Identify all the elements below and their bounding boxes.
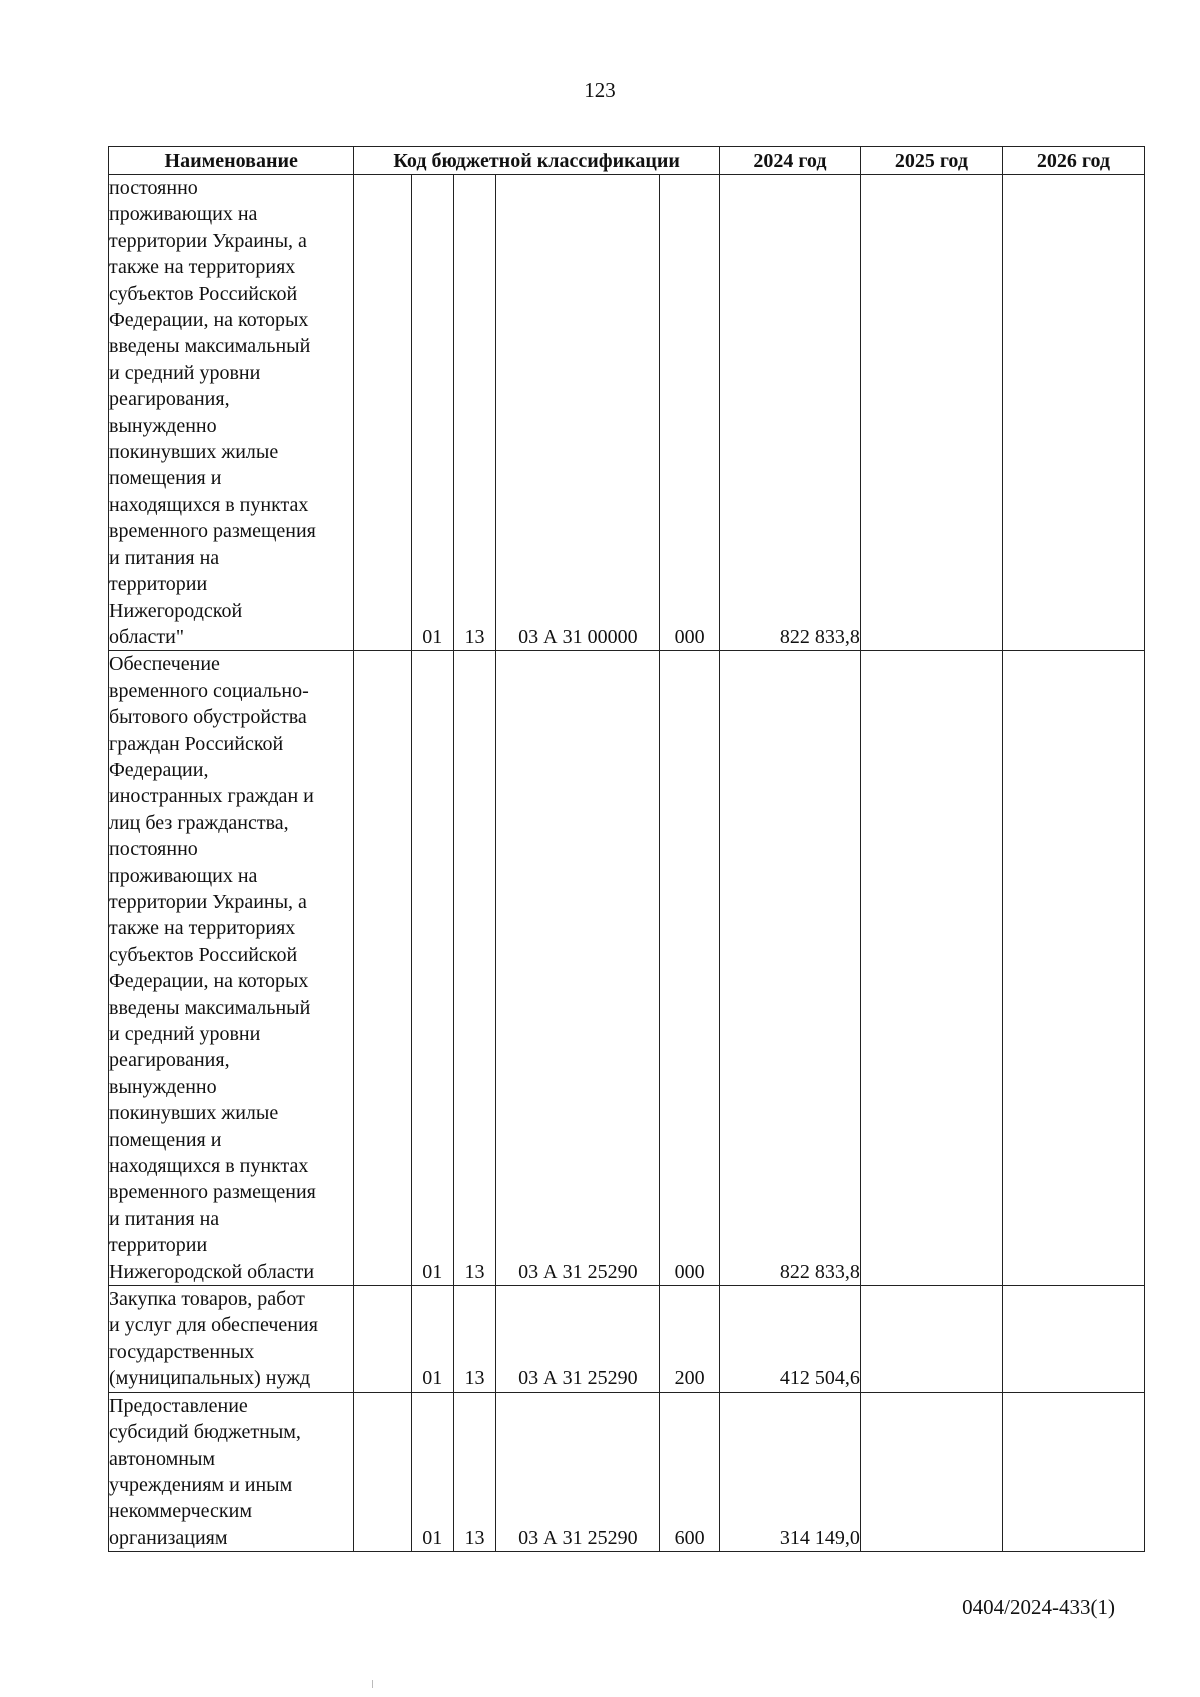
row-amount-2025	[860, 1286, 1002, 1393]
table-header-row	[109, 147, 1145, 175]
row-name: Закупка товаров, работ и услуг для обеспечения государственных (муниципальных) нужд	[109, 1286, 354, 1393]
table-row	[109, 1286, 1145, 1393]
row-amount-2024: 822 833,8	[719, 175, 860, 651]
row-code-1	[354, 1392, 411, 1551]
row-code-subsection: 13	[453, 1392, 496, 1551]
header-code: Код бюджетной классификации	[354, 147, 720, 175]
header-name: Наименование	[109, 147, 354, 175]
row-amount-2025	[860, 651, 1002, 1286]
row-name: постоянно проживающих на территории Украины, а также на территориях субъектов Российской Федерации, на которых введены максимальный и средний уровни реагирования, вынужденно покинувших жилые помещения и находящихся в пунктах временного размещения и питания на территории Нижегородской области"	[109, 175, 354, 651]
row-code-subsection: 13	[453, 175, 496, 651]
row-amount-2025	[860, 175, 1002, 651]
row-code-expense-type: 000	[660, 651, 720, 1286]
row-code-1	[354, 651, 411, 1286]
row-code-section: 01	[411, 651, 453, 1286]
header-2026: 2026 год	[1002, 147, 1144, 175]
table-row	[109, 175, 1145, 651]
budget-table	[108, 146, 1145, 1552]
row-amount-2024: 314 149,0	[719, 1392, 860, 1551]
row-code-subsection: 13	[453, 651, 496, 1286]
row-code-target: 03 А 31 25290	[496, 651, 660, 1286]
header-2025: 2025 год	[860, 147, 1002, 175]
row-code-expense-type: 200	[660, 1286, 720, 1393]
row-code-target: 03 А 31 00000	[496, 175, 660, 651]
row-amount-2026	[1002, 1286, 1144, 1393]
table-row	[109, 1392, 1145, 1551]
row-code-target: 03 А 31 25290	[496, 1286, 660, 1393]
row-code-section: 01	[411, 175, 453, 651]
table-row	[109, 651, 1145, 1286]
row-name: Обеспечение временного социально- бытового обустройства граждан Российской Федерации, иностранных граждан и лиц без гражданства, постоянно проживающих на территории Украины, а также на территориях субъектов Российской Федерации, на которых введены максимальный и средний уровни реагирования, вынужденно покинувших жилые помещения и находящихся в пунктах временного размещения и питания на территории Нижегородской области	[109, 651, 354, 1286]
row-amount-2024: 822 833,8	[719, 651, 860, 1286]
row-code-expense-type: 000	[660, 175, 720, 651]
row-amount-2026	[1002, 651, 1144, 1286]
row-code-section: 01	[411, 1392, 453, 1551]
row-amount-2026	[1002, 175, 1144, 651]
header-2024: 2024 год	[719, 147, 860, 175]
row-code-expense-type: 600	[660, 1392, 720, 1551]
row-name: Предоставление субсидий бюджетным, автономным учреждениям и иным некоммерческим организациям	[109, 1392, 354, 1551]
row-code-1	[354, 175, 411, 651]
row-code-subsection: 13	[453, 1286, 496, 1393]
row-code-target: 03 А 31 25290	[496, 1392, 660, 1551]
scan-mark	[372, 1680, 373, 1688]
row-amount-2024: 412 504,6	[719, 1286, 860, 1393]
row-code-section: 01	[411, 1286, 453, 1393]
document-code: 0404/2024-433(1)	[962, 1595, 1115, 1619]
row-amount-2025	[860, 1392, 1002, 1551]
page-number: 123	[584, 78, 616, 102]
row-amount-2026	[1002, 1392, 1144, 1551]
row-code-1	[354, 1286, 411, 1393]
